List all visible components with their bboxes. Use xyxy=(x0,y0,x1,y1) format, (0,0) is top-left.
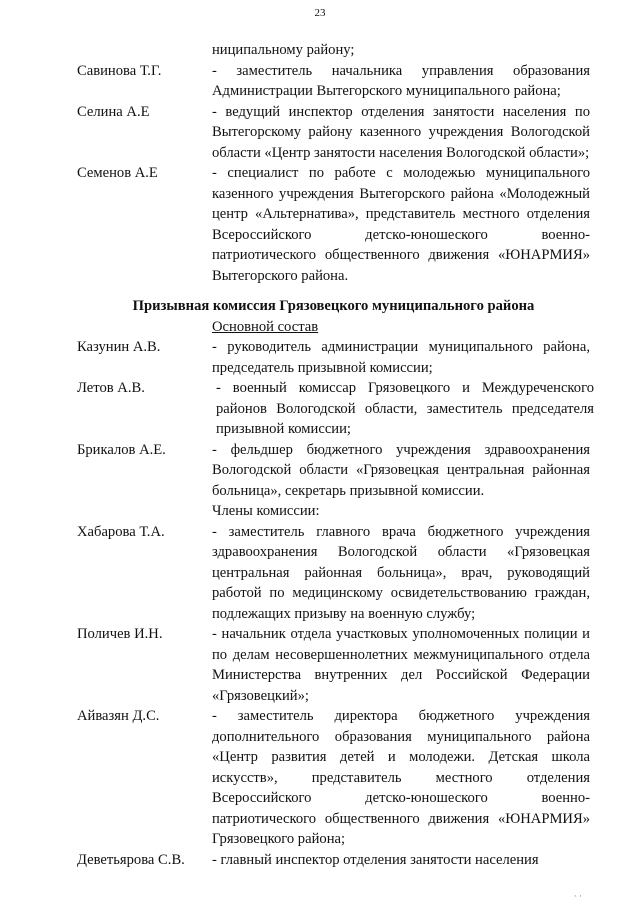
member-name: Селина А.Е xyxy=(77,103,150,120)
member-description: - заместитель директора бюджетного учреждения дополнительного образования муниципального района «Центр развития детей и молодежи. Детская школа искусств», представитель местного отделения Всероссийского детско-юношеского военно-патриотического общественного движения «ЮНАРМИЯ» Грязовецкого района; xyxy=(212,708,590,847)
member-row xyxy=(77,706,590,850)
member-row xyxy=(77,102,590,164)
member-name: Летов А.В. xyxy=(77,380,145,396)
member-row xyxy=(77,163,590,286)
member-name: Деветьярова С.В. xyxy=(77,851,185,868)
scan-mark: · · xyxy=(573,891,582,901)
member-description: - ведущий инспектор отделения занятости населения по Вытегорскому району казенного учреждения Вологодской области «Центр занятости населения Вологодской области»; xyxy=(212,103,590,161)
member-name: Савинова Т.Г. xyxy=(77,62,162,79)
member-row xyxy=(77,624,590,706)
member-row xyxy=(77,850,590,871)
member-description: - специалист по работе с молодежью муниципального казенного учреждения Вытегорского района «Молодежный центр «Альтернатива», представитель местного отделения Всероссийского детско-юношеского военно-патриотического общественного движения «ЮНАРМИЯ» Вытегорского района. xyxy=(212,165,590,284)
continuation-text: ниципальному району; xyxy=(212,42,355,58)
members-label: Члены комиссии: xyxy=(212,503,320,519)
member-description: - руководитель администрации муниципального района, председатель призывной комиссии; xyxy=(212,339,590,376)
member-name: Казунин А.В. xyxy=(77,339,161,355)
member-name: Брикалов А.Е. xyxy=(77,441,166,458)
section-subheading: Основной состав xyxy=(212,318,319,335)
member-row xyxy=(77,522,590,625)
member-description: - фельдшер бюджетного учреждения здравоохранения Вологодской области «Грязовецкая центральная районная больница», секретарь призывной комиссии. xyxy=(212,441,590,499)
member-description: - военный комиссар Грязовецкого и Междуреченского районов Вологодской области, заместитель председателя призывной комиссии; xyxy=(216,380,594,437)
member-name: Хабарова Т.А. xyxy=(77,523,165,540)
section-heading: Призывная комиссия Грязовецкого муниципального района xyxy=(132,298,535,314)
member-row xyxy=(77,337,590,378)
member-description: - начальник отдела участковых уполномоченных полиции и по делам несовершеннолетних межмуниципального отдела Министерства внутренних дел Российской Федерации «Грязовецкий»; xyxy=(212,626,590,704)
member-name: Айвазян Д.С. xyxy=(77,708,160,724)
page-number: 23 xyxy=(314,7,326,19)
member-name: Семенов А.Е xyxy=(77,165,158,181)
member-row xyxy=(77,378,594,440)
member-row xyxy=(77,440,590,502)
member-row xyxy=(77,61,590,102)
document-content xyxy=(77,40,594,870)
member-description: - заместитель начальника управления образования Администрации Вытегорского муниципального района; xyxy=(212,62,590,99)
member-description: - главный инспектор отделения занятости населения xyxy=(212,851,539,868)
member-name: Поличев И.Н. xyxy=(77,626,163,642)
member-description: - заместитель главного врача бюджетного учреждения здравоохранения Вологодской области «Грязовецкая центральная районная больница», врач, руководящий работой по медицинскому освидетельствованию граждан, подлежащих призыву на военную службу; xyxy=(212,523,590,622)
